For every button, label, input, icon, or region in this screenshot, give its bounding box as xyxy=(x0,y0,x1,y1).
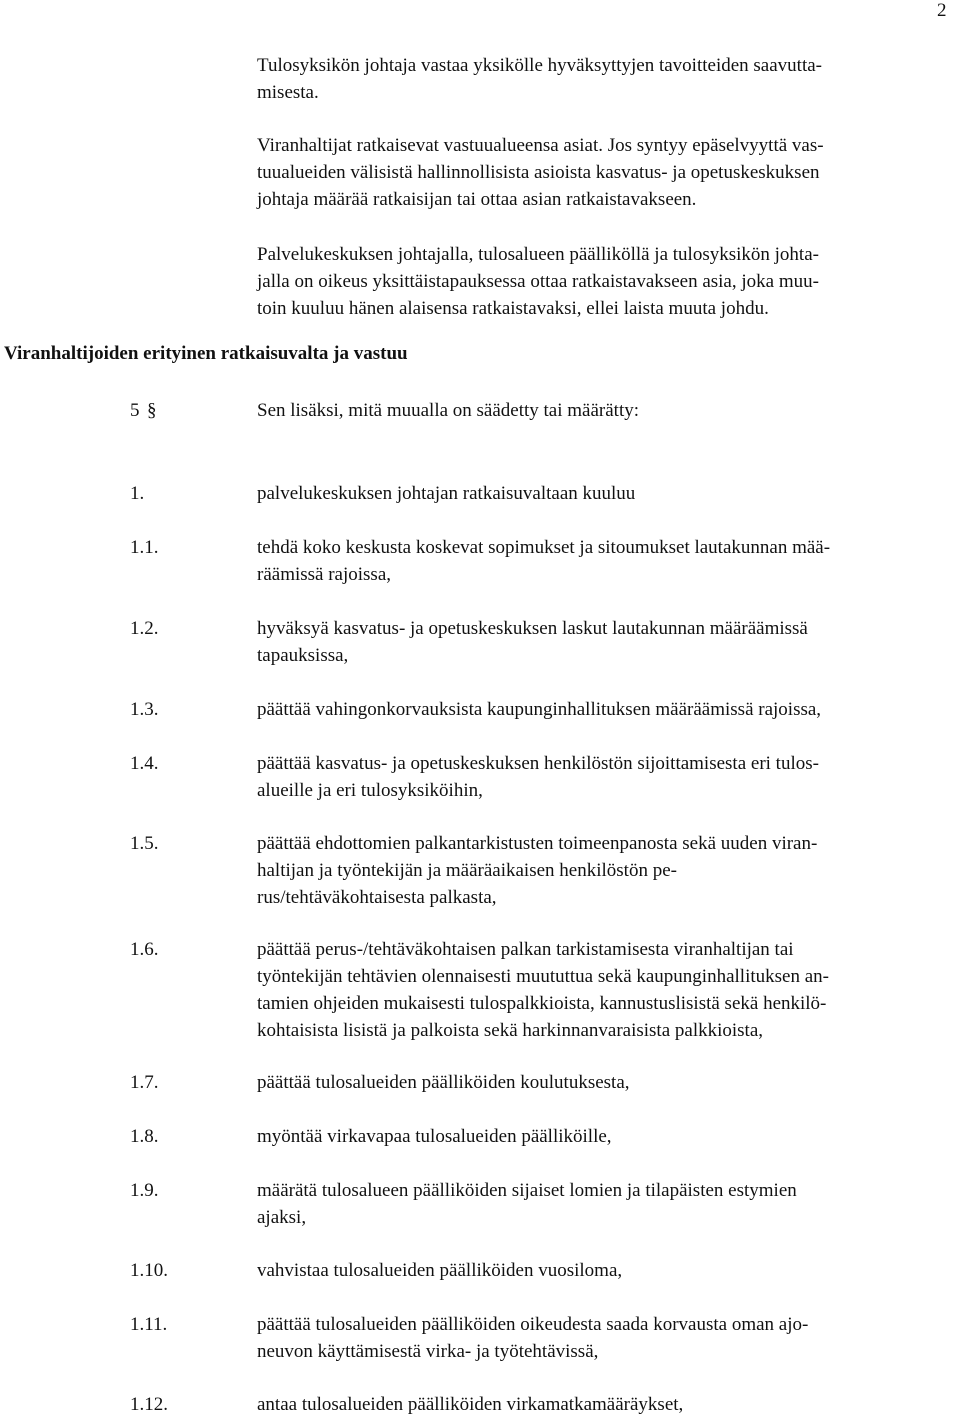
text-line: Tulosyksikön johtaja vastaa yksikölle hyväksyttyjen tavoitteiden saavutta- xyxy=(257,55,822,76)
item-line: vahvistaa tulosalueiden päälliköiden vuosiloma, xyxy=(257,1260,623,1281)
list-item xyxy=(257,1391,949,1418)
text-line: jalla on oikeus yksittäistapauksessa ottaa ratkaistavakseen asia, joka muu- xyxy=(257,271,819,292)
item-number: 1.11. xyxy=(130,1314,168,1335)
item-number: 1.8. xyxy=(130,1126,159,1147)
item-line: päättää tulosalueiden päälliköiden koulutuksesta, xyxy=(257,1072,630,1093)
item-line: hyväksyä kasvatus- ja opetuskeskuksen laskut lautakunnan määräämissä xyxy=(257,618,808,639)
item-number: 1.3. xyxy=(130,699,159,720)
item-line: haltijan ja työntekijän ja määräaikaisen henkilöstön pe- xyxy=(257,860,677,881)
item-line: antaa tulosalueiden päälliköiden virkamatkamääräykset, xyxy=(257,1394,684,1415)
section-heading: Viranhaltijoiden erityinen ratkaisuvalta ja vastuu xyxy=(4,343,408,364)
item-number: 1.4. xyxy=(130,753,159,774)
list-item xyxy=(257,696,949,723)
text-line: tuualueiden välisistä hallinnollisista asioista kasvatus- ja opetuskeskuksen xyxy=(257,162,820,183)
list-item xyxy=(257,1123,949,1150)
item-line: päättää kasvatus- ja opetuskeskuksen henkilöstön sijoittamisesta eri tulos- xyxy=(257,753,819,774)
item-number: 1.7. xyxy=(130,1072,159,1093)
list-item xyxy=(257,936,949,1044)
list-item xyxy=(257,1069,949,1096)
item-line: räämissä rajoissa, xyxy=(257,564,392,585)
text-line: toin kuuluu hänen alaisensa ratkaistavaksi, ellei laista muuta johdu. xyxy=(257,298,769,319)
item-line: ajaksi, xyxy=(257,1207,307,1228)
item-line: myöntää virkavapaa tulosalueiden päälliköille, xyxy=(257,1126,612,1147)
text-line: johtaja määrää ratkaisijan tai ottaa asian ratkaistavakseen. xyxy=(257,189,697,210)
item-line: kohtaisista lisistä ja palkoista sekä harkinnanvaraisista palkkioista, xyxy=(257,1020,764,1041)
paragraph-officials-decide xyxy=(257,132,957,213)
item-line: päättää tulosalueiden päälliköiden oikeudesta saada korvausta oman ajo- xyxy=(257,1314,809,1335)
text-line: Viranhaltijat ratkaisevat vastuualueensa asiat. Jos syntyy epäselvyyttä vas- xyxy=(257,135,824,156)
item-line: neuvon käyttämisestä virka- ja työtehtävissä, xyxy=(257,1341,599,1362)
section-symbol: § xyxy=(147,400,157,421)
text-line: misesta. xyxy=(257,82,319,103)
list-item xyxy=(257,1177,949,1231)
item-line: palvelukeskuksen johtajan ratkaisuvaltaan kuuluu xyxy=(257,483,636,504)
item-number: 1.12. xyxy=(130,1394,168,1415)
item-line: tapauksissa, xyxy=(257,645,349,666)
paragraph-unit-leader-responsibility xyxy=(257,52,957,106)
page-number: 2 xyxy=(937,0,947,21)
item-line: päättää ehdottomien palkantarkistusten toimeenpanosta sekä uuden viran- xyxy=(257,833,818,854)
list-item xyxy=(257,1311,949,1365)
section-number: 5 xyxy=(130,400,140,421)
list-item xyxy=(257,1257,949,1284)
item-line: tamien ohjeiden mukaisesti tulospalkkioista, kannustuslisistä sekä henkilö- xyxy=(257,993,827,1014)
section-text: Sen lisäksi, mitä muualla on säädetty tai määrätty: xyxy=(257,400,640,421)
item-line: määrätä tulosalueen päälliköiden sijaiset lomien ja tilapäisten estymien xyxy=(257,1180,797,1201)
item-number: 1. xyxy=(130,483,145,504)
item-number: 1.10. xyxy=(130,1260,168,1281)
list-item xyxy=(257,480,949,507)
item-line: rus/tehtäväkohtaisesta palkasta, xyxy=(257,887,497,908)
item-line: työntekijän tehtävien olennaisesti muututtua sekä kaupunginhallituksen an- xyxy=(257,966,829,987)
list-item xyxy=(257,750,949,804)
item-number: 1.5. xyxy=(130,833,159,854)
list-item xyxy=(257,615,949,669)
list-item xyxy=(257,830,949,911)
item-number: 1.1. xyxy=(130,537,159,558)
item-number: 1.6. xyxy=(130,939,159,960)
item-line: tehdä koko keskusta koskevat sopimukset ja sitoumukset lautakunnan mää- xyxy=(257,537,831,558)
list-item xyxy=(257,534,949,588)
item-line: päättää vahingonkorvauksista kaupunginhallituksen määräämissä rajoissa, xyxy=(257,699,822,720)
item-number: 1.2. xyxy=(130,618,159,639)
item-number: 1.9. xyxy=(130,1180,159,1201)
paragraph-right-to-decide xyxy=(257,241,957,322)
item-line: alueille ja eri tulosyksiköihin, xyxy=(257,780,483,801)
text-line: Palvelukeskuksen johtajalla, tulosalueen päälliköllä ja tulosyksikön johta- xyxy=(257,244,819,265)
item-line: päättää perus-/tehtäväkohtaisen palkan tarkistamisesta viranhaltijan tai xyxy=(257,939,794,960)
